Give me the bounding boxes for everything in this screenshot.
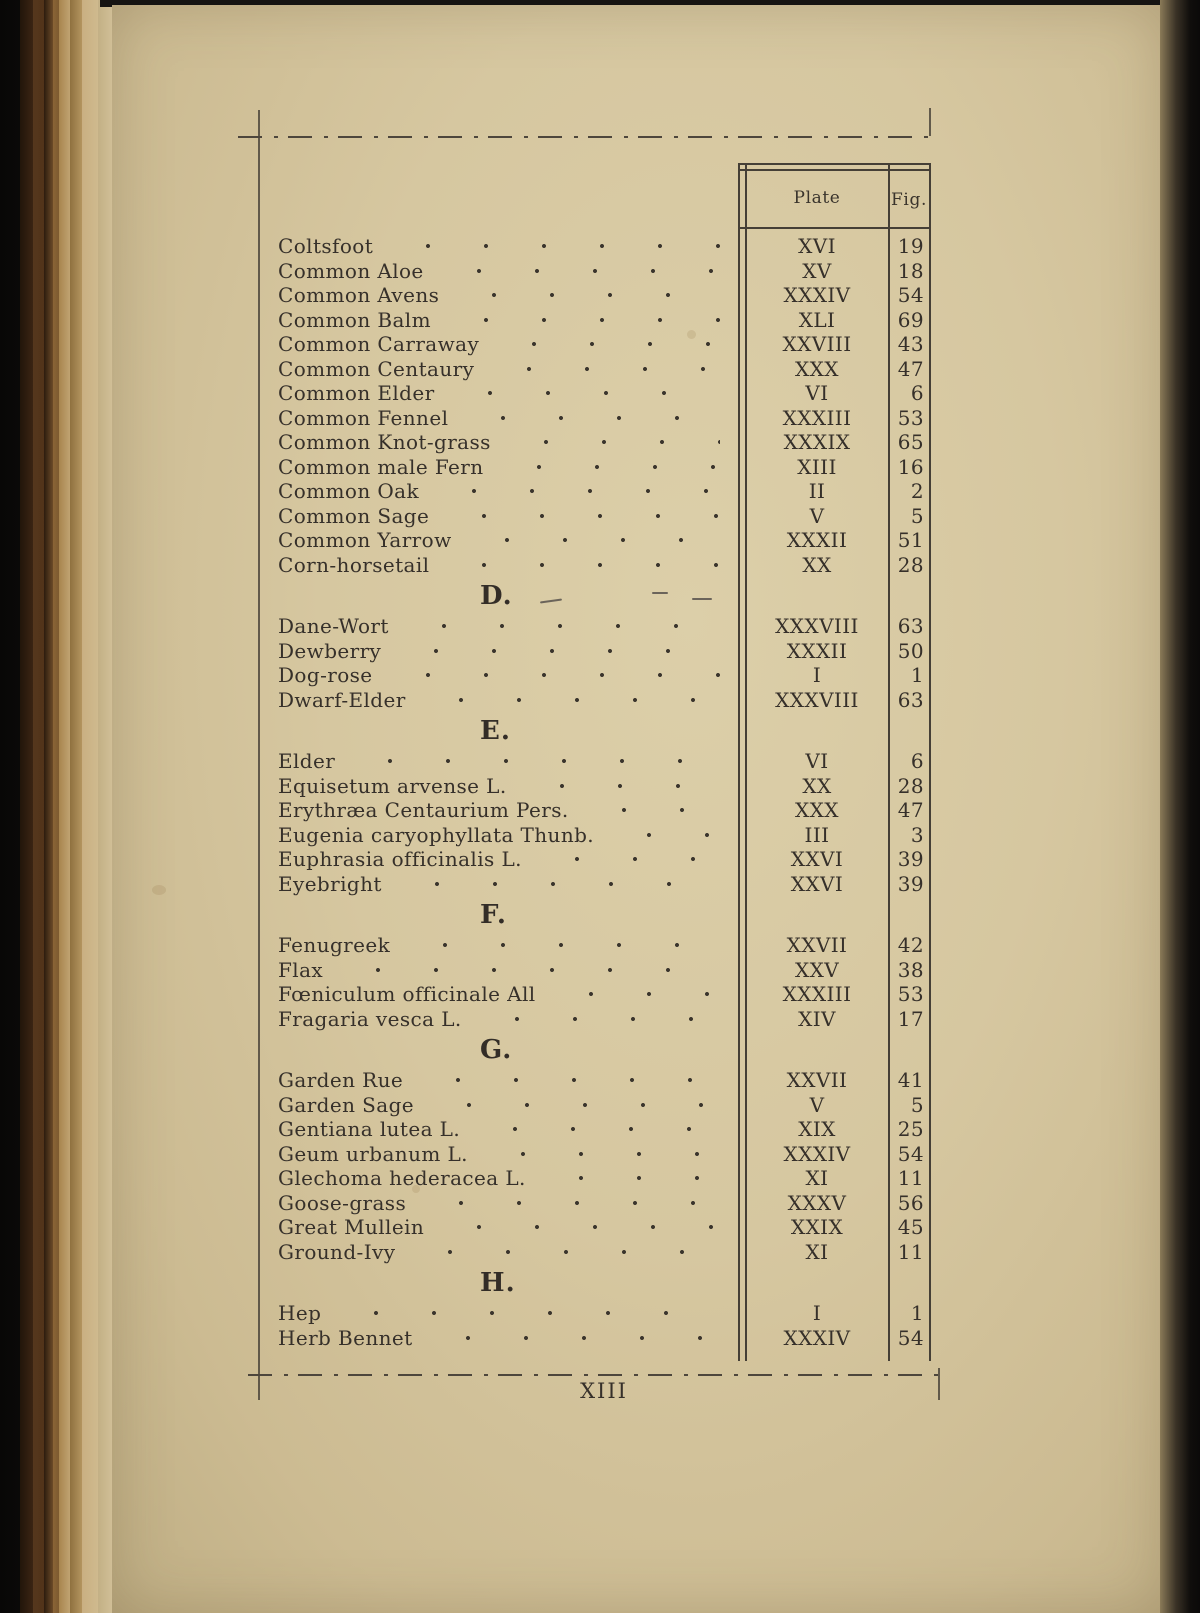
section-letter: H. [480,1267,516,1298]
index-entry-row [278,1117,930,1142]
entry-plate: V [809,503,825,528]
index-entry-row [278,406,930,431]
table-top-rule-inner [738,169,930,171]
entry-name: Flax [278,957,324,982]
frame-right-tick-top [929,108,931,136]
dot-leader [490,359,720,379]
entry-name: Euphrasia officinalis L. [278,847,522,871]
entry-fig: 63 [897,687,924,712]
entry-name: Great Mullein [278,1215,425,1239]
index-entry-row [278,847,930,872]
dot-leader [476,1119,720,1139]
dot-leader [478,1009,720,1029]
table-header-underline [738,227,930,229]
fig-column-header: Fig. [891,190,927,210]
page-right-edge-shadow [1160,0,1200,1613]
dot-leader [440,261,720,281]
entry-name: Hep [278,1301,322,1325]
entry-name: Dog-rose [278,663,373,687]
page-number: XIII [580,1379,628,1403]
entry-name: Common Oak [278,479,419,503]
section-heading-row [278,896,930,933]
entry-plate: XXXIX [783,430,851,454]
dot-leader [406,935,720,955]
entry-fig: 18 [897,258,924,283]
entry-fig: 63 [897,614,924,638]
entry-name: Glechoma hederacea L. [278,1166,526,1190]
entry-name: Common Yarrow [278,528,452,552]
dot-leader [447,310,720,330]
entry-plate: XX [802,773,832,798]
dot-leader [389,665,720,685]
entry-fig: 28 [897,773,924,798]
entry-plate: XXXVIII [775,687,859,712]
entry-name: Eyebright [278,871,382,896]
entry-name: Gentiana lutea L. [278,1117,461,1141]
entry-plate: XXXII [786,638,848,663]
entry-fig: 43 [897,332,924,356]
entry-fig: 54 [897,1141,924,1166]
index-entry-row [278,283,930,308]
dot-leader [610,825,720,845]
index-entry-row [278,1301,930,1326]
dot-leader [484,1144,720,1164]
entry-plate: XXXVIII [775,614,859,638]
index-entry-row [278,798,930,823]
dot-leader [468,530,720,550]
entry-fig: 51 [897,528,924,552]
entry-name: Common Balm [278,307,431,332]
entry-name: Fœniculum officinale All [278,982,536,1006]
entry-plate: I [812,1301,822,1325]
index-entry-row [278,553,930,578]
index-entry-row [278,528,930,553]
index-entry-row [278,933,930,958]
entry-fig: 1 [910,663,924,687]
entry-fig: 65 [897,430,924,454]
entry-fig: 5 [910,1092,924,1117]
entry-fig: 47 [897,356,924,381]
index-entry-row [278,1142,930,1167]
frame-left-rule [258,110,260,1400]
entry-name: Common Elder [278,381,435,405]
entry-plate: XXXIV [783,1325,851,1350]
entry-name: Geum urbanum L. [278,1141,468,1166]
index-entry-row [278,614,930,639]
index-entry-row [278,774,930,799]
entry-plate: XXVI [790,847,844,871]
dot-leader [337,1303,720,1323]
section-heading-row [278,712,930,749]
dot-leader [500,457,721,477]
entry-name: Dewberry [278,638,382,663]
dot-leader [523,776,720,796]
index-entry-row [278,1191,930,1216]
dot-leader [445,555,720,575]
dot-leader [419,1070,720,1090]
dot-leader [397,641,720,661]
dot-leader [538,849,720,869]
entry-plate: XIX [798,1117,836,1141]
dot-leader [339,960,720,980]
entry-plate: II [808,479,826,503]
entry-name: Common Centaury [278,356,475,381]
entry-plate: XXXIII [782,982,852,1006]
entry-fig: 16 [897,454,924,479]
entry-plate: XXVII [786,933,848,957]
entry-name: Corn-horsetail [278,552,430,577]
entry-plate: XXXIV [783,1141,851,1166]
entry-name: Common male Fern [278,454,484,479]
entry-plate: XXVIII [782,332,852,356]
dot-leader [451,383,720,403]
dot-leader [422,1193,720,1213]
index-entry-row [278,982,930,1007]
entry-plate: V [809,1092,825,1117]
entry-plate: XXV [794,957,840,982]
dot-leader [445,506,720,526]
index-entry-row [278,1215,930,1240]
entry-fig: 28 [897,552,924,577]
entry-plate: XI [805,1166,829,1190]
dot-leader [585,800,720,820]
entry-fig: 1 [910,1301,924,1325]
entry-plate: XX [802,552,832,577]
entry-fig: 2 [910,479,924,503]
dot-leader [398,874,720,894]
entry-name: Erythræa Centaurium Pers. [278,798,569,822]
index-entry-row [278,663,930,688]
entry-plate: XXXV [787,1190,847,1215]
dot-leader [440,1217,720,1237]
entry-name: Common Aloe [278,258,424,283]
index-entry-row [278,1240,930,1265]
entry-plate: VI [805,749,829,773]
index-entry-row [278,1068,930,1093]
entry-plate: XI [805,1239,829,1264]
entry-fig: 45 [897,1215,924,1239]
entry-fig: 53 [897,405,924,430]
dot-leader [411,1242,720,1262]
index-entry-row [278,381,930,406]
entry-name: Equisetum arvense L. [278,773,507,798]
index-entry-row [278,688,930,713]
table-top-rule-outer [738,163,930,165]
entry-fig: 19 [897,234,924,258]
index-entry-row [278,958,930,983]
entry-plate: III [804,822,830,847]
entry-fig: 69 [897,307,924,332]
entry-name: Dane-Wort [278,614,389,638]
entry-plate: XIV [798,1006,836,1031]
dot-leader [405,616,720,636]
index-entry-row [278,308,930,333]
entry-plate: XXX [795,798,839,822]
entry-fig: 6 [910,749,924,773]
entry-name: Eugenia caryophyllata Thunb. [278,822,595,847]
entry-name: Ground-Ivy [278,1239,396,1264]
entry-fig: 6 [910,381,924,405]
index-entry-row [278,823,930,848]
entry-name: Coltsfoot [278,234,374,258]
dot-leader [435,481,720,501]
section-heading-row [278,577,930,614]
section-letter: D. [480,580,513,611]
entry-fig: 5 [910,503,924,528]
entry-fig: 53 [897,982,924,1006]
entry-fig: 54 [897,283,924,307]
entry-fig: 3 [910,822,924,847]
entry-fig: 50 [897,638,924,663]
index-entry-row [278,872,930,897]
dot-leader [464,408,720,428]
entry-plate: I [812,663,822,687]
entry-fig: 56 [897,1190,924,1215]
entry-fig: 39 [897,871,924,896]
book-spine-edge [0,0,114,1613]
entry-fig: 39 [897,847,924,871]
index-entry-row [278,259,930,284]
entry-name: Fragaria vesca L. [278,1006,462,1031]
entry-plate: XXXII [786,528,848,552]
section-letter: G. [480,1034,513,1065]
entry-name: Garden Sage [278,1092,415,1117]
index-table-rows [278,234,930,1350]
dot-leader [455,285,720,305]
entry-plate: XXX [795,356,839,381]
frame-bottom-dashed-rule [248,1374,940,1376]
entry-plate: XXXIII [782,405,852,430]
entry-plate: XXXIV [783,283,851,307]
entry-name: Elder [278,749,336,773]
entry-name: Common Carraway [278,332,480,356]
section-heading-row [278,1031,930,1068]
index-entry-row [278,234,930,259]
index-entry-row [278,1007,930,1032]
entry-plate: XXVI [790,871,844,896]
entry-name: Garden Rue [278,1068,404,1092]
index-entry-row [278,749,930,774]
dot-leader [507,432,720,452]
entry-fig: 54 [897,1325,924,1350]
entry-fig: 41 [897,1068,924,1092]
index-entry-row [278,639,930,664]
section-heading-row [278,1264,930,1301]
index-entry-row [278,332,930,357]
entry-name: Dwarf-Elder [278,687,406,712]
entry-plate: XVI [798,234,836,258]
entry-name: Common Sage [278,503,430,528]
entry-name: Herb Bennet [278,1325,413,1350]
plate-column-header: Plate [793,188,841,208]
entry-name: Fenugreek [278,933,391,957]
entry-fig: 25 [897,1117,924,1141]
index-entry-row [278,357,930,382]
index-entry-row [278,1326,930,1351]
entry-plate: XXIX [790,1215,844,1239]
entry-fig: 42 [897,933,924,957]
entry-fig: 47 [897,798,924,822]
entry-name: Common Avens [278,283,440,307]
dot-leader [351,751,720,771]
entry-fig: 11 [897,1166,924,1190]
frame-right-tick-bottom [938,1368,940,1400]
index-entry-row [278,430,930,455]
index-entry-row [278,504,930,529]
dot-leader [430,1095,720,1115]
index-entry-row [278,1166,930,1191]
entry-fig: 11 [897,1239,924,1264]
entry-plate: XLI [798,307,836,332]
dot-leader [422,690,720,710]
index-entry-row [278,479,930,504]
paper-blemish [152,885,166,895]
entry-plate: XIII [797,454,837,479]
entry-name: Goose-grass [278,1190,407,1215]
dot-leader [429,1328,720,1348]
entry-fig: 38 [897,957,924,982]
section-letter: E. [480,715,511,746]
index-entry-row [278,1093,930,1118]
entry-plate: VI [805,381,829,405]
frame-top-dashed-rule [238,136,932,138]
entry-name: Common Fennel [278,405,449,430]
entry-fig: 17 [897,1006,924,1031]
dot-leader [552,984,720,1004]
dot-leader [495,334,720,354]
index-entry-row [278,455,930,480]
entry-plate: XXVII [786,1068,848,1092]
dot-leader [389,236,720,256]
entry-name: Common Knot-grass [278,430,491,454]
dot-leader [542,1168,720,1188]
entry-plate: XV [802,258,832,283]
section-letter: F. [480,899,507,930]
